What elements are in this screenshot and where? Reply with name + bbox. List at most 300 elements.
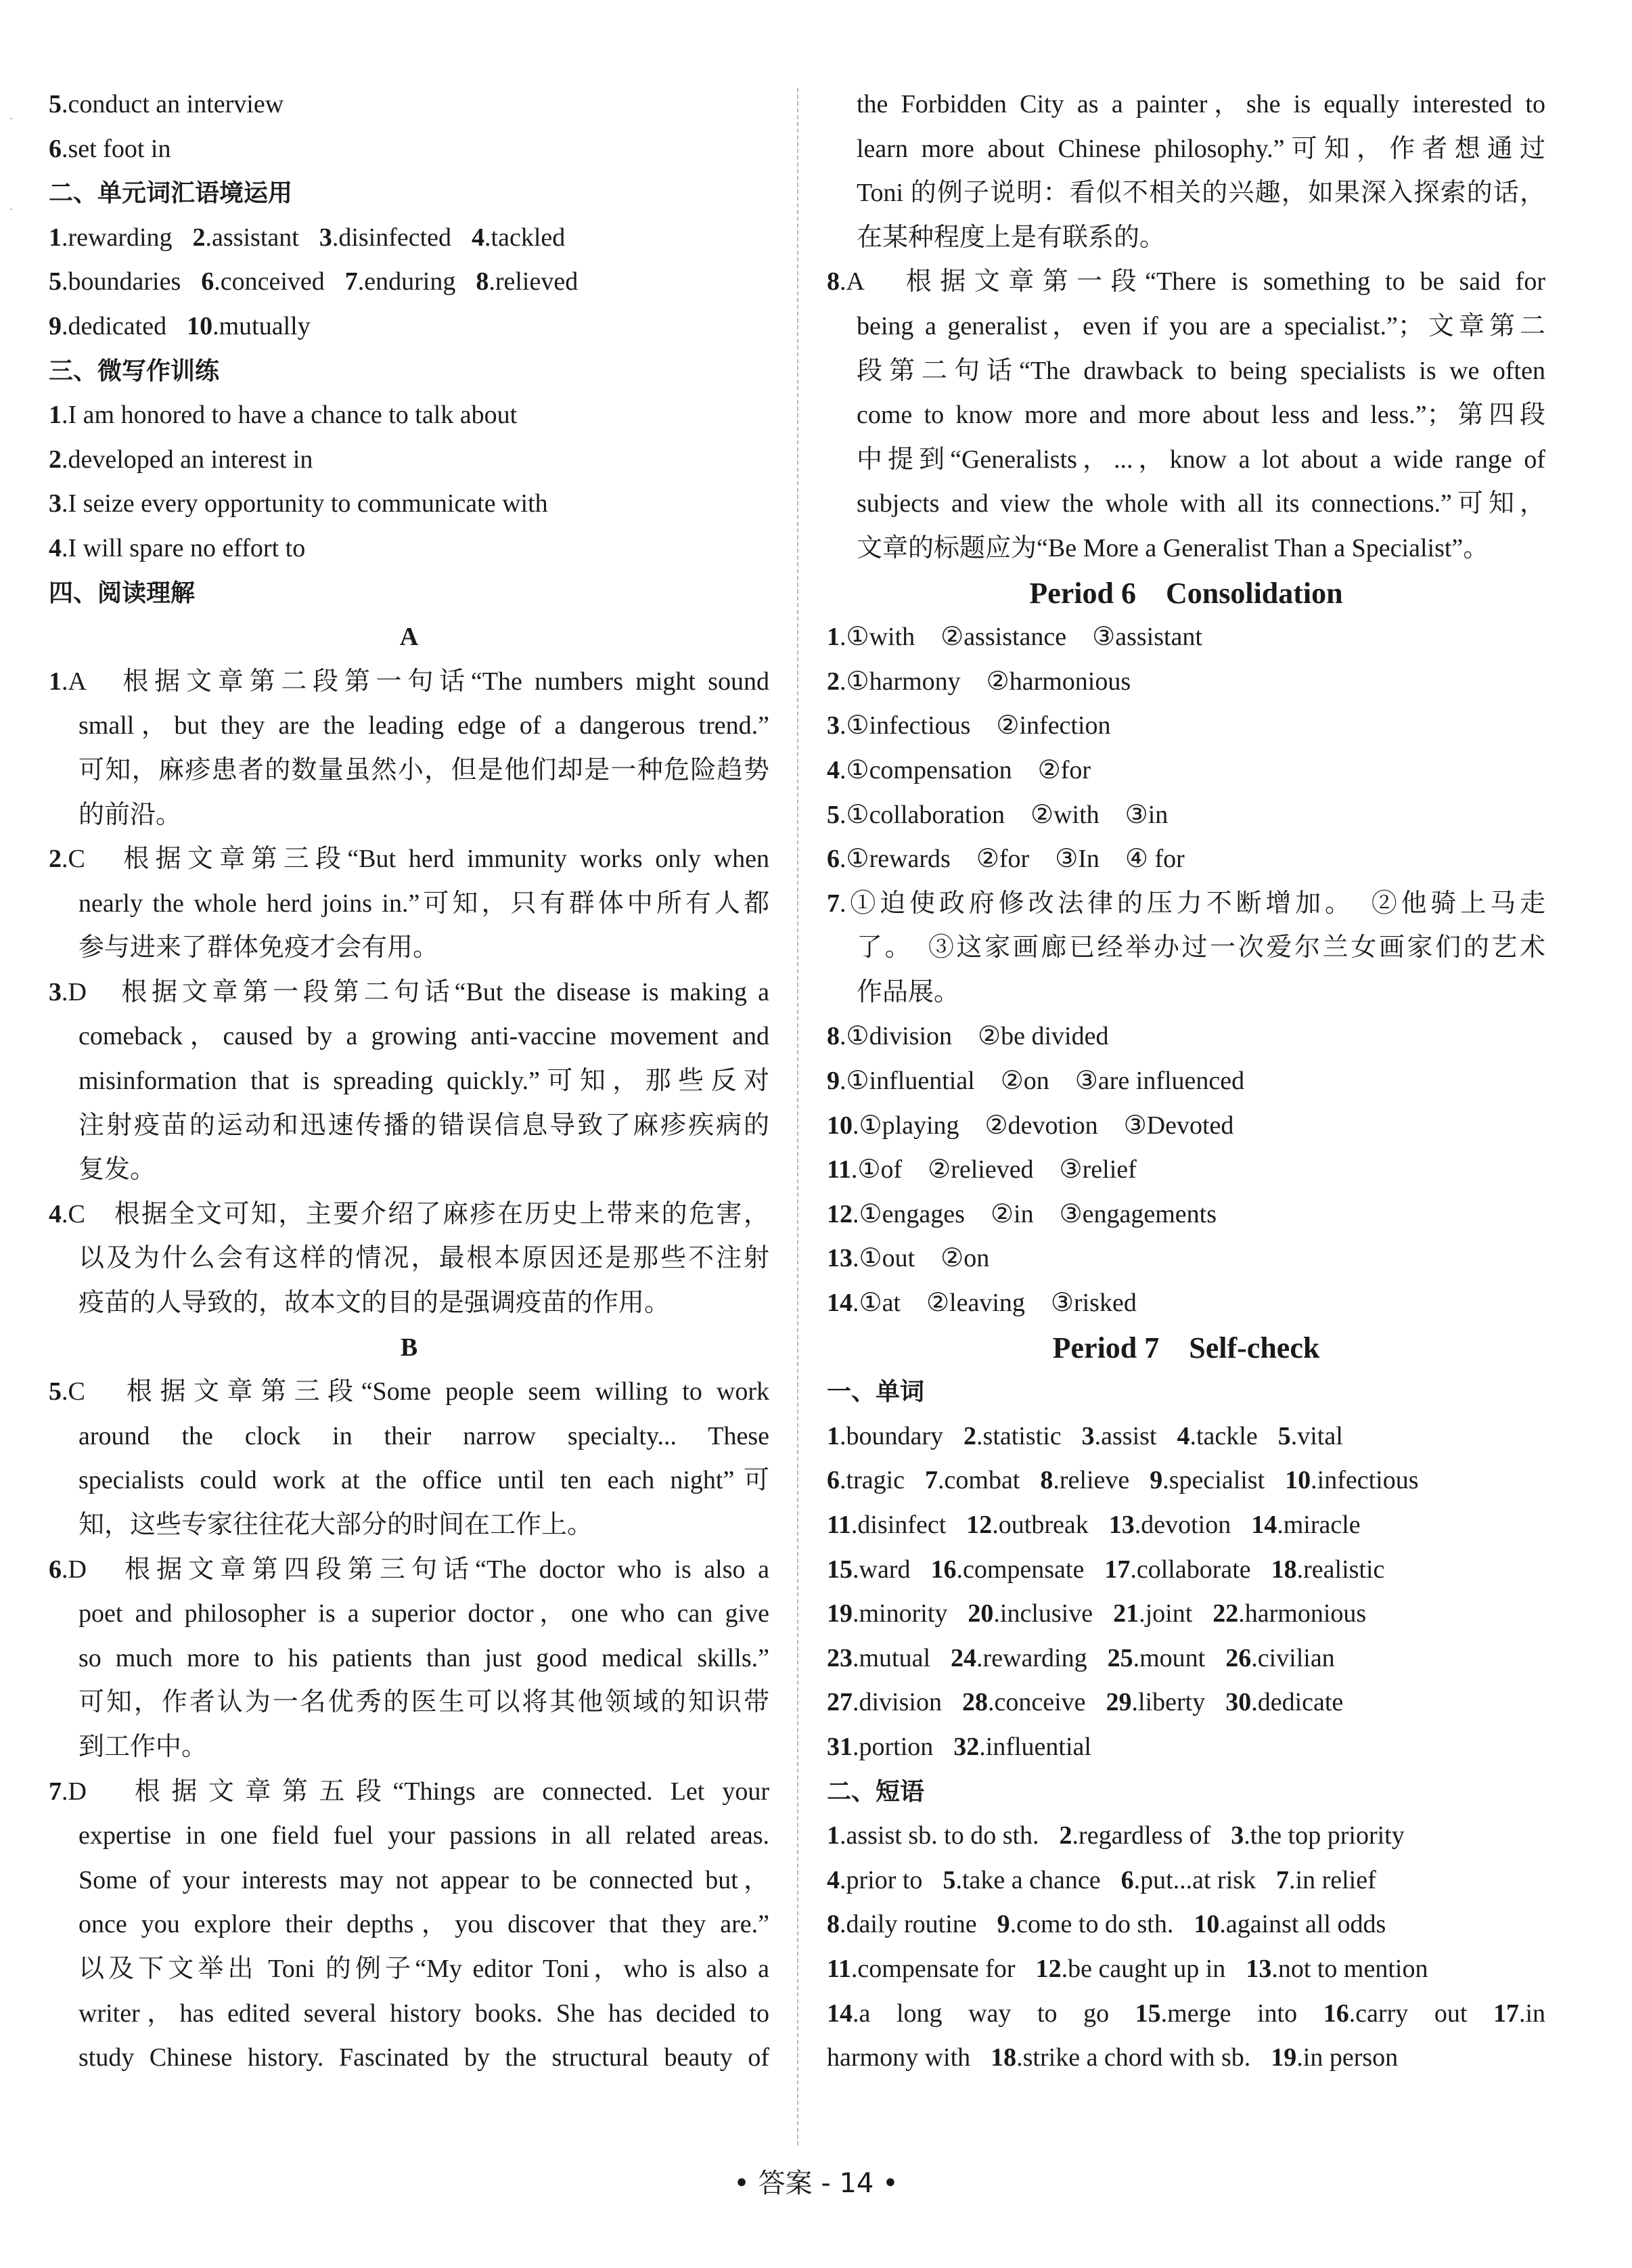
- section-heading: 二、短语: [827, 1777, 925, 1806]
- text-line: [49, 1681, 769, 1725]
- item-number: 12: [966, 1511, 993, 1539]
- answer-row: [49, 260, 769, 305]
- line-text: C 根据文章第三段“Some people seem willing to work: [68, 1377, 769, 1406]
- answer-item: 4.tackle: [1177, 1421, 1258, 1450]
- item-number: 3: [319, 223, 332, 252]
- numbered-line: 7.①迫使政府修改法律的压力不断增加。 ②他骑上马走: [827, 889, 1545, 918]
- item-number: 12: [827, 1199, 853, 1228]
- text-line: [49, 1415, 769, 1459]
- item-number: 5: [49, 267, 62, 296]
- line-text: ①out ②on: [859, 1244, 990, 1273]
- item-number: 7: [344, 267, 358, 296]
- answer-item: 9.dedicated: [49, 311, 167, 340]
- answer-item: 29.liberty: [1106, 1688, 1206, 1717]
- item-number: 10: [1285, 1466, 1311, 1495]
- item-text: mutually: [219, 311, 311, 340]
- line-text: I seize every opportunity to communicate with: [68, 489, 548, 518]
- line-text: ①compensation ②for: [846, 755, 1091, 784]
- line-text: small，but they are the leading edge of a dangerous trend.”: [78, 711, 769, 740]
- numbered-line: 5.C 根据文章第三段“Some people seem willing to work: [49, 1377, 769, 1406]
- right-column: [827, 83, 1545, 2081]
- answer-item: 7.combat: [925, 1466, 1020, 1495]
- item-text: relieved: [495, 267, 579, 296]
- line-text: 可知，麻疹患者的数量虽然小，但是他们却是一种危险趋势: [78, 755, 769, 784]
- page-footer: • 答案 - 14 •: [733, 2168, 899, 2199]
- item-text: assist: [1101, 1421, 1157, 1450]
- item-text: compensate: [962, 1555, 1085, 1584]
- line-text: once you explore their depths，you discover that they are.”: [78, 1910, 769, 1939]
- line-text: Some of your interests may not appear to be connected but，: [78, 1865, 769, 1894]
- answer-item: 5.vital: [1277, 1421, 1343, 1450]
- answer-item: 20.inclusive: [968, 1599, 1093, 1628]
- answer-item: 18.strike a chord with sb.: [991, 2043, 1251, 2072]
- item-text: in: [1525, 1999, 1546, 2028]
- text-line: [827, 926, 1545, 971]
- item-text: vital: [1297, 1421, 1343, 1450]
- item-text: mutual: [859, 1643, 931, 1672]
- numbered-line: 3.①infectious ②infection: [827, 711, 1111, 740]
- line-text: set foot in: [68, 134, 171, 163]
- answer-item: 10.against all odds: [1194, 1910, 1386, 1939]
- text-line: [49, 1992, 769, 2037]
- item-text: the top priority: [1250, 1821, 1405, 1850]
- line-text: ①engages ②in ③engagements: [859, 1199, 1217, 1228]
- item-text: carry out: [1355, 1999, 1468, 2028]
- item-number: 4: [49, 1199, 62, 1228]
- item-number: 4: [827, 755, 840, 784]
- item-number: 6: [827, 845, 840, 874]
- item-number: 9: [827, 1067, 840, 1096]
- item-number: 13: [827, 1244, 853, 1273]
- item-text: rewarding: [982, 1643, 1087, 1672]
- item-text: assistant: [212, 223, 299, 252]
- line-text: 文章的标题应为“Be More a Generalist Than a Specialist”。: [857, 533, 1489, 562]
- item-number: 26: [1225, 1643, 1252, 1672]
- item-text: specialist: [1169, 1466, 1265, 1495]
- item-text: come to do sth.: [1016, 1910, 1174, 1939]
- numbered-line: 1.A 根据文章第二段第一句话“The numbers might sound: [49, 667, 769, 696]
- text-line: [49, 1059, 769, 1104]
- answer-item: 3.the top priority: [1231, 1821, 1405, 1850]
- text-line: [827, 127, 1545, 172]
- line-text: ①division ②be divided: [846, 1022, 1109, 1051]
- answer-row: [827, 1947, 1545, 1992]
- item-number: 13: [1246, 1954, 1272, 1983]
- numbered-line: 4.①compensation ②for: [827, 755, 1091, 784]
- numbered-line: 2.developed an interest in: [49, 445, 313, 474]
- period-heading: Period 7 Self-check: [1052, 1331, 1320, 1364]
- text-line: [49, 1947, 769, 1992]
- answer-item: 16.compensate: [930, 1555, 1085, 1584]
- section-heading: 一、单词: [827, 1378, 925, 1406]
- item-number: 3: [1081, 1421, 1095, 1450]
- answer-row: [827, 1903, 1545, 1947]
- line-text: ①rewards ②for ③In ④ for: [846, 845, 1185, 874]
- line-text: ①playing ②devotion ③Devoted: [859, 1111, 1234, 1140]
- item-number: 30: [1225, 1688, 1252, 1717]
- item-number: 7: [49, 1777, 62, 1806]
- item-number: 9: [997, 1910, 1010, 1939]
- item-number: 10: [1194, 1910, 1220, 1939]
- numbered-line: 5.conduct an interview: [49, 90, 284, 118]
- item-number: 1: [827, 1421, 840, 1450]
- item-text: mount: [1139, 1643, 1206, 1672]
- item-text: statistic: [982, 1421, 1062, 1450]
- item-number: 19: [827, 1599, 853, 1628]
- item-text: conceive: [994, 1688, 1086, 1717]
- line-text: 了。 ③这家画廊已经举办过一次爱尔兰女画家们的艺术: [857, 933, 1545, 962]
- answer-item: 1.boundary: [827, 1421, 944, 1450]
- answer-item: 17.in: [1493, 1999, 1546, 2028]
- section-heading: 三、微写作训练: [49, 357, 220, 385]
- item-text: harmonious: [1244, 1599, 1367, 1628]
- line-text: poet and philosopher is a superior doctor，one who can give: [78, 1599, 769, 1628]
- answer-item: 7.in relief: [1276, 1865, 1376, 1894]
- item-number: 20: [968, 1599, 994, 1628]
- numbered-line: 3.I seize every opportunity to communicate with: [49, 489, 548, 518]
- answer-item: 12.outbreak: [966, 1511, 1089, 1539]
- numbered-line: 1.I am honored to have a chance to talk about: [49, 401, 518, 430]
- item-number: 25: [1107, 1643, 1133, 1672]
- answer-item: 24.rewarding: [951, 1643, 1087, 1672]
- text-line: [49, 704, 769, 749]
- item-number: 29: [1106, 1688, 1132, 1717]
- answer-item: 26.civilian: [1225, 1643, 1335, 1672]
- item-number: 11: [827, 1155, 851, 1184]
- item-number: 17: [1104, 1555, 1131, 1584]
- numbered-line: 12.①engages ②in ③engagements: [827, 1199, 1217, 1228]
- answer-item: 5.boundaries: [49, 267, 181, 296]
- line-text: 知，这些专家往往花大部分的时间在工作上。: [78, 1511, 593, 1539]
- text-line: [827, 438, 1545, 483]
- text-line: [49, 1859, 769, 1903]
- item-text: infectious: [1317, 1466, 1419, 1495]
- text-line: [49, 749, 769, 793]
- line-text: the Forbidden City as a painter，she is equally interested to: [857, 90, 1545, 118]
- text-line: [827, 349, 1545, 394]
- answer-row: [827, 2036, 1545, 2081]
- item-text: miracle: [1283, 1511, 1361, 1539]
- answer-item: 12.be caught up in: [1035, 1954, 1226, 1983]
- item-text: harmony with: [827, 2043, 971, 2072]
- item-number: 24: [951, 1643, 977, 1672]
- line-text: 到工作中。: [78, 1732, 208, 1761]
- answer-item: 7.enduring: [344, 267, 456, 296]
- item-number: 21: [1113, 1599, 1139, 1628]
- answer-item: 4.tackled: [472, 223, 566, 252]
- answer-row: [827, 1415, 1545, 1459]
- passage-label: A: [399, 623, 419, 652]
- text-line: [49, 1592, 769, 1637]
- item-number: 4: [1177, 1421, 1190, 1450]
- item-text: joint: [1145, 1599, 1193, 1628]
- item-number: 6: [49, 134, 62, 163]
- line-text: 段第二句话“The drawback to being specialists is we often: [857, 356, 1545, 385]
- text-line: [49, 1503, 769, 1548]
- item-text: regardless of: [1079, 1821, 1211, 1850]
- item-number: 3: [49, 977, 62, 1006]
- line-text: 注射疫苗的运动和迅速传播的错误信息导致了麻疹疾病的: [78, 1111, 769, 1140]
- numbered-line: 14.①at ②leaving ③risked: [827, 1289, 1137, 1318]
- line-text: around the clock in their narrow specialty... These: [78, 1421, 769, 1450]
- numbered-line: 3.D 根据文章第一段第二句话“But the disease is making a: [49, 977, 769, 1006]
- item-number: 15: [827, 1555, 853, 1584]
- line-text: I am honored to have a chance to talk about: [68, 401, 518, 430]
- answer-item: 4.prior to: [827, 1865, 923, 1894]
- numbered-line: 9.①influential ②on ③are influenced: [827, 1067, 1245, 1096]
- item-text: ward: [859, 1555, 911, 1584]
- answer-item: 11.disinfect: [827, 1511, 947, 1539]
- numbered-line: 6.①rewards ②for ③In ④ for: [827, 845, 1185, 874]
- line-text: 以及为什么会有这样的情况，最根本原因还是那些不注射: [78, 1244, 769, 1273]
- answer-item: 30.dedicate: [1225, 1688, 1344, 1717]
- line-text: C 根据文章第三段“But herd immunity works only when: [68, 845, 769, 874]
- answer-row: [827, 1992, 1545, 2037]
- text-line: [49, 1148, 769, 1193]
- answer-row: [827, 1592, 1545, 1637]
- answer-item: 28.conceive: [961, 1688, 1086, 1717]
- item-text: liberty: [1138, 1688, 1206, 1717]
- item-number: 5: [943, 1865, 956, 1894]
- item-text: outbreak: [998, 1511, 1089, 1539]
- answer-row: [827, 1459, 1545, 1503]
- answer-row: [49, 305, 769, 349]
- text-line: [827, 482, 1545, 527]
- item-number: 27: [827, 1688, 853, 1717]
- item-number: 7: [827, 889, 840, 918]
- answer-item: 8.daily routine: [827, 1910, 977, 1939]
- item-number: 5: [49, 90, 62, 118]
- line-text: 复发。: [78, 1155, 156, 1184]
- answer-item: 10.infectious: [1285, 1466, 1419, 1495]
- line-text: comeback，caused by a growing anti-vaccine movement and: [78, 1022, 769, 1051]
- item-text: enduring: [364, 267, 456, 296]
- answer-item: 17.collaborate: [1104, 1555, 1251, 1584]
- item-text: realistic: [1303, 1555, 1385, 1584]
- passage-label: B: [400, 1333, 418, 1362]
- numbered-line: 13.①out ②on: [827, 1244, 990, 1273]
- text-line: [49, 793, 769, 838]
- item-number: 5: [827, 800, 840, 829]
- item-text: take a chance: [961, 1865, 1101, 1894]
- answer-item: 8.relieve: [1040, 1466, 1130, 1495]
- item-text: daily routine: [846, 1910, 977, 1939]
- numbered-line: 10.①playing ②devotion ③Devoted: [827, 1111, 1234, 1140]
- item-text: disinfect: [857, 1511, 947, 1539]
- text-line: [827, 171, 1545, 216]
- answer-row: [827, 1637, 1545, 1681]
- numbered-line: 4.C 根据全文可知，主要介绍了麻疹在历史上带来的危害，: [49, 1199, 769, 1228]
- item-text: assist sb. to do sth.: [846, 1821, 1039, 1850]
- line-text: 疫苗的人导致的，故本文的目的是强调疫苗的作用。: [78, 1289, 671, 1318]
- text-line: [827, 305, 1545, 349]
- item-number: 1: [827, 1821, 840, 1850]
- answer-item: 5.take a chance: [943, 1865, 1101, 1894]
- left-column: [49, 83, 769, 2081]
- item-text: tackle: [1196, 1421, 1258, 1450]
- answer-row: [827, 1859, 1545, 1903]
- answer-item: 6.put...at risk: [1120, 1865, 1256, 1894]
- item-number: 22: [1212, 1599, 1239, 1628]
- line-text: D 根据文章第五段“Things are connected. Let your: [68, 1777, 769, 1806]
- item-text: put...at risk: [1140, 1865, 1256, 1894]
- answer-item: 13.devotion: [1108, 1511, 1231, 1539]
- item-text: compensate for: [857, 1954, 1016, 1983]
- text-line: [827, 393, 1545, 438]
- item-number: 7: [1276, 1865, 1290, 1894]
- numbered-line: 4.I will spare no effort to: [49, 533, 306, 562]
- text-line: [49, 1814, 769, 1859]
- line-text: A 根据文章第二段第一句话“The numbers might sound: [68, 667, 769, 696]
- text-line: [49, 1104, 769, 1149]
- item-number: 13: [1108, 1511, 1135, 1539]
- answer-item: 8.relieved: [476, 267, 579, 296]
- item-number: 1: [49, 223, 62, 252]
- numbered-line: 6.set foot in: [49, 134, 171, 163]
- item-number: 23: [827, 1643, 853, 1672]
- item-number: 19: [1271, 2043, 1297, 2072]
- line-text: 的前沿。: [78, 800, 182, 829]
- line-text: 可知，作者认为一名优秀的医生可以将其他领域的知识带: [78, 1688, 769, 1717]
- item-number: 16: [1323, 1999, 1349, 2028]
- item-text: minority: [859, 1599, 948, 1628]
- text-line: [49, 882, 769, 927]
- line-text: ①collaboration ②with ③in: [846, 800, 1169, 829]
- item-number: 2: [1059, 1821, 1072, 1850]
- item-number: 10: [827, 1111, 853, 1140]
- answer-row: [827, 1503, 1545, 1548]
- line-text: 作品展。: [857, 977, 960, 1006]
- item-number: 31: [827, 1732, 853, 1761]
- numbered-line: 5.①collaboration ②with ③in: [827, 800, 1169, 829]
- item-number: 32: [953, 1732, 980, 1761]
- line-text: misinformation that is spreading quickly.”可知，那些反对: [78, 1067, 769, 1096]
- answer-item: 19.minority: [827, 1599, 948, 1628]
- numbered-line: 2.C 根据文章第三段“But herd immunity works only when: [49, 845, 769, 874]
- item-number: 6: [827, 1466, 840, 1495]
- line-text: D 根据文章第一段第二句话“But the disease is making a: [68, 977, 769, 1006]
- item-text: relieve: [1059, 1466, 1130, 1495]
- line-text: ①迫使政府修改法律的压力不断增加。 ②他骑上马走: [846, 889, 1545, 918]
- line-text: 中提到“Generalists，...，know a lot about a wide range of: [857, 445, 1545, 474]
- line-text: Toni 的例子说明：看似不相关的兴趣，如果深入探索的话，: [857, 179, 1545, 208]
- item-text: not to mention: [1277, 1954, 1428, 1983]
- item-number: 11: [827, 1954, 851, 1983]
- item-number: 11: [827, 1511, 851, 1539]
- numbered-line: 7.D 根据文章第五段“Things are connected. Let your: [49, 1777, 769, 1806]
- item-text: a long way to go: [859, 1999, 1110, 2028]
- text-line: [827, 971, 1545, 1015]
- answer-item: 11.compensate for: [827, 1954, 1016, 1983]
- numbered-line: 1.①with ②assistance ③assistant: [827, 623, 1202, 652]
- item-number: 4: [472, 223, 485, 252]
- answer-item: 10.mutually: [187, 311, 311, 340]
- item-number: 1: [49, 401, 62, 430]
- section-heading: 二、单元词汇语境运用: [49, 179, 293, 208]
- item-text: prior to: [846, 1865, 923, 1894]
- item-text: collaborate: [1136, 1555, 1251, 1584]
- answer-item: 23.mutual: [827, 1643, 931, 1672]
- answer-item: 25.mount: [1107, 1643, 1206, 1672]
- item-text: dedicated: [68, 311, 167, 340]
- item-number: 1: [827, 623, 840, 652]
- answer-row: [827, 1814, 1545, 1859]
- item-number: 6: [201, 267, 214, 296]
- text-line: [49, 1015, 769, 1059]
- item-number: 16: [930, 1555, 957, 1584]
- answer-item: 3.disinfected: [319, 223, 452, 252]
- text-line: [827, 83, 1545, 127]
- item-text: disinfected: [338, 223, 452, 252]
- period-heading: Period 6 Consolidation: [1029, 576, 1343, 610]
- line-text: I will spare no effort to: [68, 533, 306, 562]
- answer-item: 19.in person: [1271, 2043, 1399, 2072]
- answer-item: 2.assistant: [192, 223, 299, 252]
- answer-item: 6.tragic: [827, 1466, 905, 1495]
- item-text: tragic: [846, 1466, 905, 1495]
- numbered-line: 8.①division ②be divided: [827, 1022, 1109, 1051]
- text-line: [49, 1725, 769, 1770]
- item-text: devotion: [1141, 1511, 1231, 1539]
- answer-item: 16.carry out: [1323, 1999, 1468, 2028]
- item-number: 5: [49, 1377, 62, 1406]
- item-number: 14: [827, 1289, 853, 1318]
- item-number: 3: [49, 489, 62, 518]
- item-text: portion: [859, 1732, 934, 1761]
- item-number: 2: [49, 445, 62, 474]
- text-line: [49, 1903, 769, 1947]
- item-number: 15: [1135, 1999, 1161, 2028]
- answer-item: 27.division: [827, 1688, 942, 1717]
- item-text: rewarding: [68, 223, 173, 252]
- item-text: conceived: [220, 267, 325, 296]
- answer-item: 2.regardless of: [1059, 1821, 1211, 1850]
- item-text: dedicate: [1257, 1688, 1344, 1717]
- answer-item: 14.miracle: [1251, 1511, 1361, 1539]
- line-text: expertise in one field fuel your passions in all related areas.: [78, 1821, 769, 1850]
- line-text: C 根据全文可知，主要介绍了麻疹在历史上带来的危害，: [68, 1199, 769, 1228]
- item-text: boundaries: [68, 267, 181, 296]
- item-number: 6: [1120, 1865, 1134, 1894]
- item-text: against all odds: [1225, 1910, 1386, 1939]
- item-number: 8: [827, 1022, 840, 1051]
- item-number: 7: [925, 1466, 938, 1495]
- numbered-line: 8.A 根据文章第一段“There is something to be said for: [827, 267, 1545, 296]
- item-number: 14: [827, 1999, 853, 2028]
- item-number: 9: [1150, 1466, 1163, 1495]
- text-line: [49, 926, 769, 971]
- item-number: 2: [964, 1421, 977, 1450]
- answer-item: 1.assist sb. to do sth.: [827, 1821, 1039, 1850]
- item-number: 12: [1035, 1954, 1062, 1983]
- answer-row: [827, 1548, 1545, 1593]
- item-number: 18: [991, 2043, 1017, 2072]
- line-text: D 根据文章第四段第三句话“The doctor who is also a: [68, 1555, 769, 1584]
- line-text: 在某种程度上是有联系的。: [857, 223, 1166, 252]
- item-number: 3: [827, 711, 840, 740]
- answer-item: [827, 2043, 970, 2072]
- item-text: division: [859, 1688, 942, 1717]
- margin-mark: ˙: [9, 207, 14, 219]
- line-text: ①at ②leaving ③risked: [859, 1289, 1137, 1318]
- answer-item: 6.conceived: [201, 267, 325, 296]
- line-text: being a generalist，even if you are a specialist.”；文章第二: [857, 311, 1545, 340]
- item-text: boundary: [846, 1421, 944, 1450]
- text-line: [49, 1459, 769, 1503]
- line-text: A 根据文章第一段“There is something to be said for: [846, 267, 1545, 296]
- line-text: ①with ②assistance ③assistant: [846, 623, 1202, 652]
- item-number: 8: [476, 267, 489, 296]
